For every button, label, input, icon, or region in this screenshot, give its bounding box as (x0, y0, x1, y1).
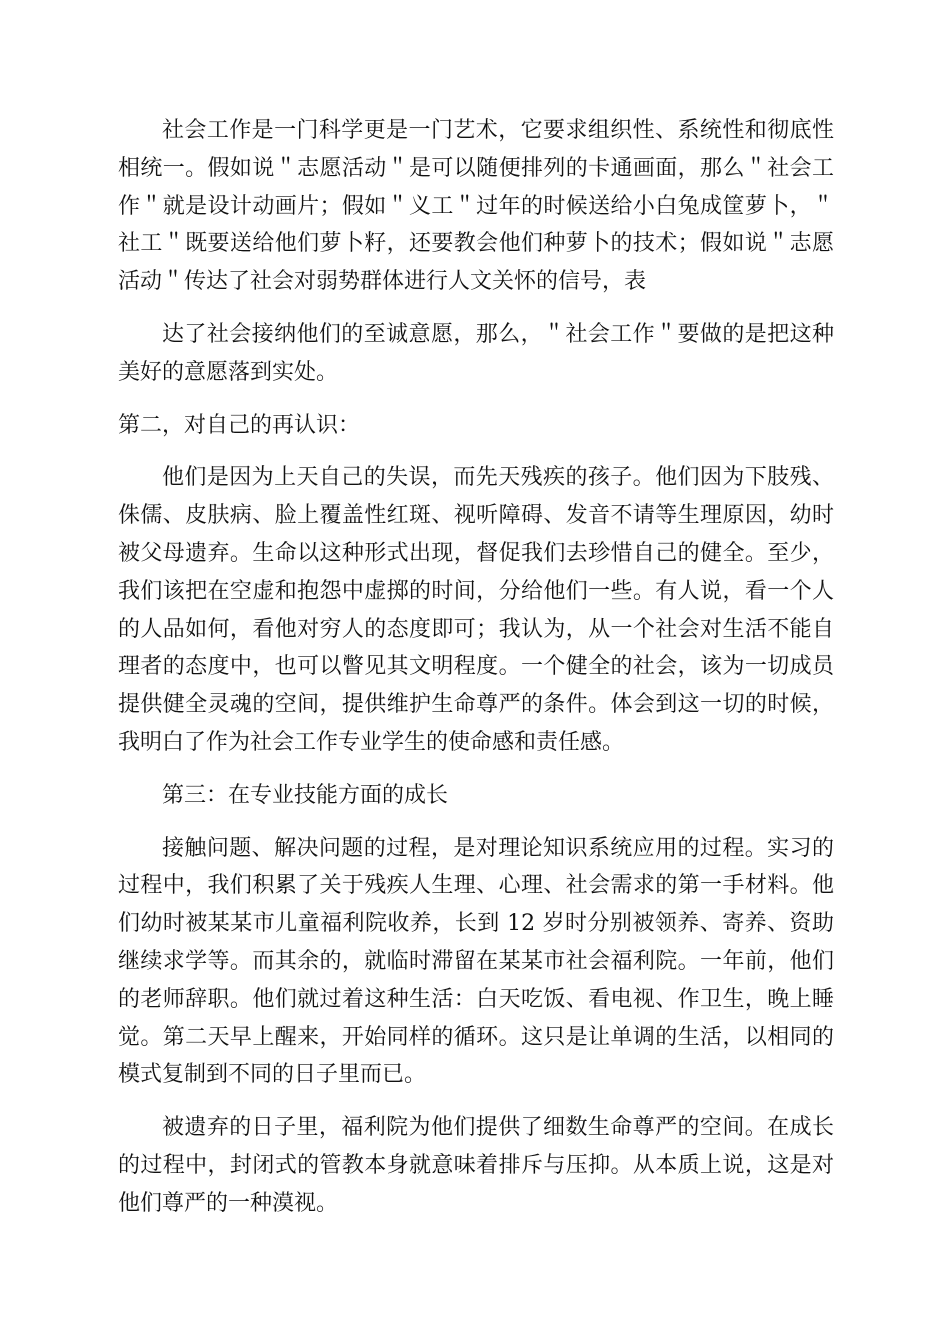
section-heading-second: 第二，对自己的再认识： (118, 412, 361, 438)
paragraph-professional-growth: 接触问题、解决问题的过程，是对理论知识系统应用的过程。实习的过程中，我们积累了关于残疾人生理、心理、社会需求的第一手材料。他们幼时被某某市儿童福利院收养，长到 12 岁时分别被领养、寄养、资助继续求学等。而其余的，就临时滞留在某某市社会福利院。一年前，他们的老师辞职。他们就过着这种生活：白天吃饭、看电视、作卫生，晚上睡觉。第二天早上醒来，开始同样的循环。这只是让单调的生活，以相同的模式复制到不同的日子里而已。 (118, 835, 834, 1088)
document-body (118, 112, 834, 1238)
paragraph-dignity: 被遗弃的日子里，福利院为他们提供了细数生命尊严的空间。在成长的过程中，封闭式的管教本身就意味着排斥与压抑。从本质上说，这是对他们尊严的一种漠视。 (118, 1115, 834, 1216)
section-heading-third: 第三：在专业技能方面的成长 (162, 782, 449, 808)
paragraph-social-work-intent: 达了社会接纳他们的至诚意愿，那么，＂社会工作＂要做的是把这种美好的意愿落到实处。 (118, 321, 834, 385)
paragraph-self-recognition: 他们是因为上天自己的失误，而先天残疾的孩子。他们因为下肢残、侏儒、皮肤病、脸上覆盖性红斑、视听障碍、发音不请等生理原因，幼时被父母遗弃。生命以这种形式出现，督促我们去珍惜自己的健全。至少，我们该把在空虚和抱怨中虚掷的时间，分给他们一些。有人说，看一个人的人品如何，看他对穷人的态度即可；我认为，从一个社会对生活不能自理者的态度中，也可以瞥见其文明程度。一个健全的社会，该为一切成员提供健全灵魂的空间，提供维护生命尊严的条件。体会到这一切的时候，我明白了作为社会工作专业学生的使命感和责任感。 (118, 465, 834, 755)
paragraph-social-work-art: 社会工作是一门科学更是一门艺术，它要求组织性、系统性和彻底性相统一。假如说＂志愿活动＂是可以随便排列的卡通画面，那么＂社会工作＂就是设计动画片；假如＂义工＂过年的时候送给小白兔成筐萝卜，＂社工＂既要送给他们萝卜籽，还要教会他们种萝卜的技术；假如说＂志愿活动＂传达了社会对弱势群体进行人文关怀的信号，表 (118, 118, 834, 295)
